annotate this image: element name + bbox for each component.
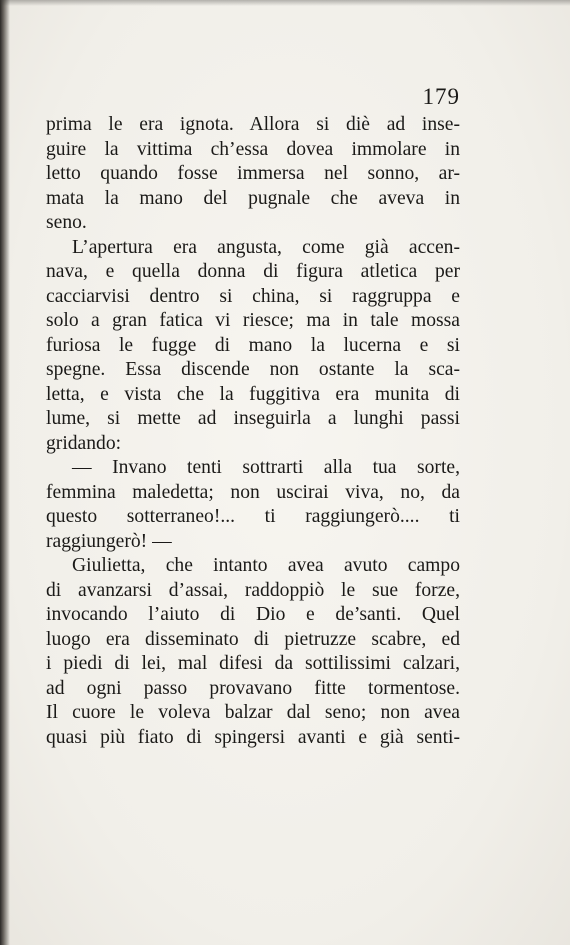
text-line: letto quando fosse immersa nel sonno, ar- — [46, 163, 460, 184]
text-line: Giulietta, che intanto avea avuto campo — [72, 555, 460, 576]
text-line: i piedi di lei, mal difesi da sottilissimi calzari, — [46, 653, 460, 674]
text-line: furiosa le fugge di mano la lucerna e si — [46, 334, 460, 356]
text-line: seno. — [46, 212, 87, 233]
text-line: nava, e quella donna di figura atletica per — [46, 261, 460, 282]
text-line: gridando: — [46, 432, 122, 454]
text-line: cacciarvisi dentro si china, si raggruppa e — [46, 285, 460, 307]
text-line: ad ogni passo provavano fitte tormentose. — [46, 677, 460, 699]
text-line: letta, e vista che la fuggitiva era munita di — [46, 383, 460, 405]
text-line: solo a gran fatica vi riesce; ma in tale mossa — [46, 310, 460, 331]
text-line: mata la mano del pugnale che aveva in — [46, 187, 460, 209]
page-number: 179 — [422, 84, 460, 109]
body-text — [46, 113, 460, 750]
text-line: lume, si mette ad inseguirla a lunghi passi — [46, 408, 460, 429]
text-line: luogo era disseminato di pietruzze scabre, ed — [46, 628, 460, 650]
text-line: prima le era ignota. Allora si diè ad inse- — [46, 114, 460, 135]
text-line: di avanzarsi d’assai, raddoppiò le sue forze, — [46, 579, 460, 601]
text-line: femmina maledetta; non uscirai viva, no, da — [46, 481, 460, 503]
text-line: quasi più fiato di spingersi avanti e già senti- — [46, 726, 460, 748]
text-line: Il cuore le voleva balzar dal seno; non avea — [46, 702, 460, 723]
text-line: spegne. Essa discende non ostante la sca- — [46, 359, 460, 380]
text-line: guire la vittima ch’essa dovea immolare in — [46, 138, 460, 160]
text-line: L’apertura era angusta, come già accen- — [72, 236, 460, 258]
binding-shadow — [0, 0, 10, 945]
top-edge-shadow — [0, 0, 570, 6]
text-line: — Invano tenti sottrarti alla tua sorte, — [72, 457, 460, 478]
text-line: raggiungerò! — — [46, 530, 172, 552]
text-line: invocando l’aiuto di Dio e de’santi. Quel — [46, 604, 460, 625]
text-line: questo sotterraneo!... ti raggiungerò.... ti — [46, 506, 460, 527]
